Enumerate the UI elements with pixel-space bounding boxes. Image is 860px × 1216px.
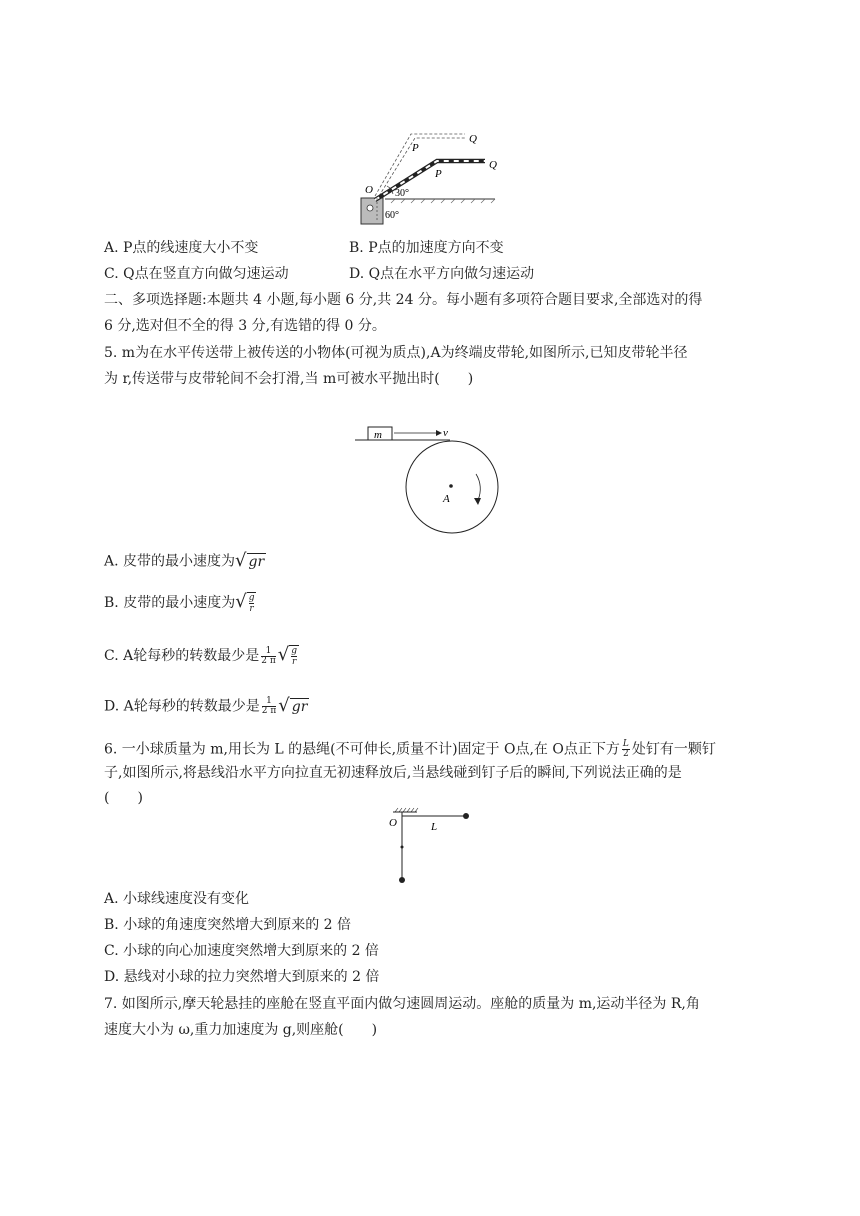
q4-option-d: D. Q点在水平方向做匀速运动 [349, 266, 535, 282]
q5-option-b: B. 皮带的最小速度为√ $\frac{g}{r}$ [104, 591, 255, 614]
q6-stem-line2: 子,如图所示,将悬线沿水平方向拉直无初速释放后,当悬线碰到钉子后的瞬间,下列说法正确的是 [104, 765, 682, 781]
q7-stem-line1: 7. 如图所示,摩天轮悬挂的座舱在竖直平面内做匀速圆周运动。座舱的质量为 m,运动半径为 R,角 [104, 996, 700, 1012]
pendulum-figure [385, 802, 480, 888]
q5-stem-line1: 5. m为在水平传送带上被传送的小物体(可视为质点),A为终端皮带轮,如图所示,已知皮带轮半径 [104, 345, 688, 361]
q4-option-c: C. Q点在竖直方向做匀速运动 [104, 266, 289, 282]
block-m-label: m [374, 429, 382, 441]
q7-stem-line2: 速度大小为 ω,重力加速度为 g,则座舱( ) [104, 1022, 378, 1038]
velocity-v-label: v [443, 427, 448, 439]
label-60deg: 60° [385, 210, 399, 221]
center-A-label: A [443, 493, 450, 505]
q4-option-a: A. P点的线速度大小不变 [104, 240, 259, 256]
q6-option-a: A. 小球线速度没有变化 [104, 891, 250, 907]
q6-option-c: C. 小球的向心加速度突然增大到原来的 2 倍 [104, 943, 379, 959]
q4-option-b: B. P点的加速度方向不变 [349, 240, 504, 256]
label-30deg: 30° [395, 188, 409, 199]
q6-option-d: D. 悬线对小球的拉力突然增大到原来的 2 倍 [104, 969, 380, 985]
q5-option-a: A. 皮带的最小速度为√ gr [104, 550, 265, 571]
q5-option-c: C. A轮每秒的转数最少是 $\frac{1}{2 \pi}$ √ $\frac{g}{r}$ [104, 644, 297, 667]
sqrt-gr: √ gr [235, 550, 265, 571]
section2-line1: 二、多项选择题:本题共 4 小题,每小题 6 分,共 24 分。每小题有多项符合题目要求,全部选对的得 [104, 292, 703, 308]
label-P-upper: P [412, 142, 419, 154]
label-O-pivot: O [389, 817, 397, 829]
label-P-lower: P [435, 168, 442, 180]
label-Q-lower: Q [489, 159, 497, 171]
section2-line2: 6 分,选对但不全的得 3 分,有选错的得 0 分。 [104, 318, 386, 334]
barrier-gate-figure [355, 128, 500, 228]
label-O: O [365, 184, 373, 196]
label-Q-upper: Q [469, 133, 477, 145]
q6-stem-line1: 6. 一小球质量为 m,用长为 L 的悬绳(不可伸长,质量不计)固定于 O点,在 O点正下方 $\frac{L}{2}$ 处钉有一颗钉 [104, 739, 716, 759]
conveyor-pulley-figure [350, 420, 510, 540]
q6-option-b: B. 小球的角速度突然增大到原来的 2 倍 [104, 917, 351, 933]
label-L-length: L [431, 821, 438, 833]
q5-stem-line2: 为 r,传送带与皮带轮间不会打滑,当 m可被水平抛出时( ) [104, 371, 474, 387]
q5-option-d: D. A轮每秒的转数最少是 $\frac{1}{2 \pi}$ √ gr [104, 695, 308, 716]
q6-stem-line3: ( ) [104, 790, 143, 806]
